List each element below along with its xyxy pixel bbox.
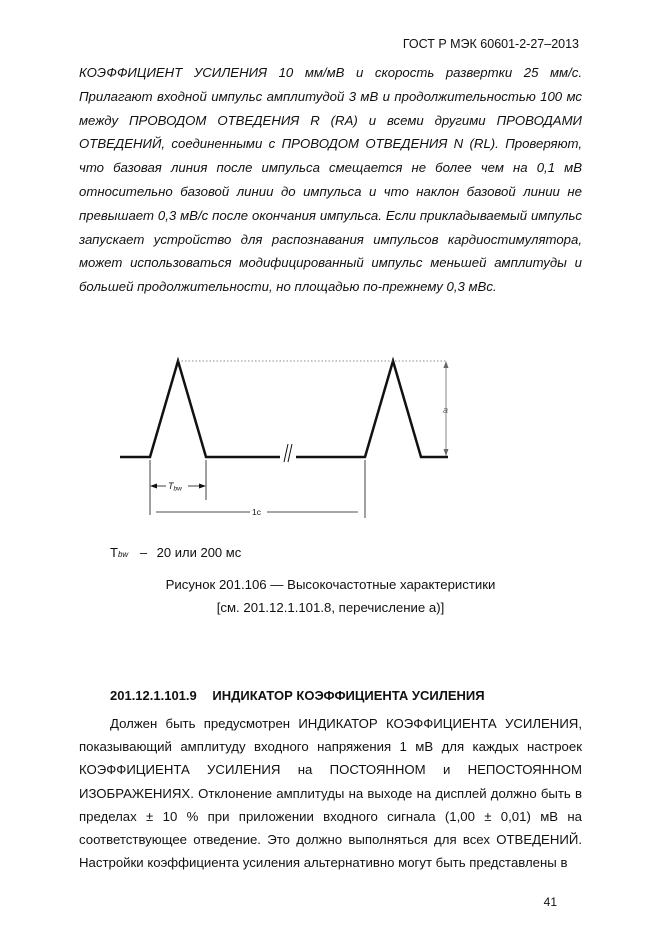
section-body: Должен быть предусмотрен ИНДИКАТОР КОЭФФИЦИЕНТА УСИЛЕНИЯ, показывающий амплитуду входного напряжения 1 мВ для каждых настроек КОЭФФИЦИЕНТА УСИЛЕНИЯ на ПОСТОЯННОМ и НЕПОСТОЯННОМ ИЗОБРАЖЕНИЯХ. Отклонение амплитуды на выходе на дисплей должно быть в пределах ± 10 % при приложении входного сигнала (1,00 ± 0,01) мВ на соответствующее отведение. Это должно выполняться для всех ОТВЕДЕНИЙ. Настройки коэффициента усиления альтернативно могут быть представлены в	[79, 716, 582, 871]
amplitude-arrow-top	[444, 361, 449, 368]
document-header: ГОСТ Р МЭК 60601-2-27–2013	[402, 37, 579, 51]
legend-symbol: Tbw	[110, 545, 129, 560]
pulse-waveform-right	[296, 361, 448, 457]
tbw-arrow-right	[199, 484, 206, 489]
pulse-diagram	[110, 350, 470, 530]
break-mark-2	[288, 444, 292, 462]
pulse-figure	[110, 350, 470, 530]
amplitude-arrow-bottom	[444, 449, 449, 456]
page-number: 41	[543, 895, 557, 909]
tbw-label: Tbw	[168, 481, 182, 493]
section-heading	[110, 688, 485, 703]
break-mark-1	[284, 444, 288, 462]
period-label: 1c	[252, 507, 261, 517]
pulse-waveform-left	[120, 361, 280, 457]
section-title: ИНДИКАТОР КОЭФФИЦИЕНТА УСИЛЕНИЯ	[212, 688, 485, 703]
section-number: 201.12.1.101.9	[110, 688, 197, 703]
figure-caption-line2: [см. 201.12.1.101.8, перечисление а)]	[216, 600, 445, 615]
tbw-arrow-left	[150, 484, 157, 489]
amplitude-label: a	[443, 405, 449, 415]
legend-dash: –	[139, 545, 148, 560]
figure-legend	[110, 545, 241, 560]
legend-text: 20 или 200 мс	[156, 545, 242, 560]
intro-paragraph: КОЭФФИЦИЕНТ УСИЛЕНИЯ 10 мм/мВ и скорость развертки 25 мм/с. Прилагают входной импульс амплитудой 3 мВ и продолжительностью 100 мс между ПРОВОДОМ ОТВЕДЕНИЯ R (RA) и всеми другими ПРОВОДАМИ ОТВЕДЕНИЙ, соединенными с ПРОВОДОМ ОТВЕДЕНИЯ N (RL). Проверяют, что базовая линия после импульса смещается не более чем на 0,1 мВ относительно базовой линии до импульса и что наклон базовой линии не превышает 0,3 мВ/с после окончания импульса. Если прикладываемый импульс запускает устройство для распознавания импульсов кардиостимулятора, может использоваться модифицированный импульс меньшей амплитуды и большей продолжительности, но площадью по-прежнему 0,3 мВс.	[79, 65, 582, 295]
figure-caption-line1: Рисунок 201.106 — Высокочастотные характеристики	[165, 577, 496, 592]
